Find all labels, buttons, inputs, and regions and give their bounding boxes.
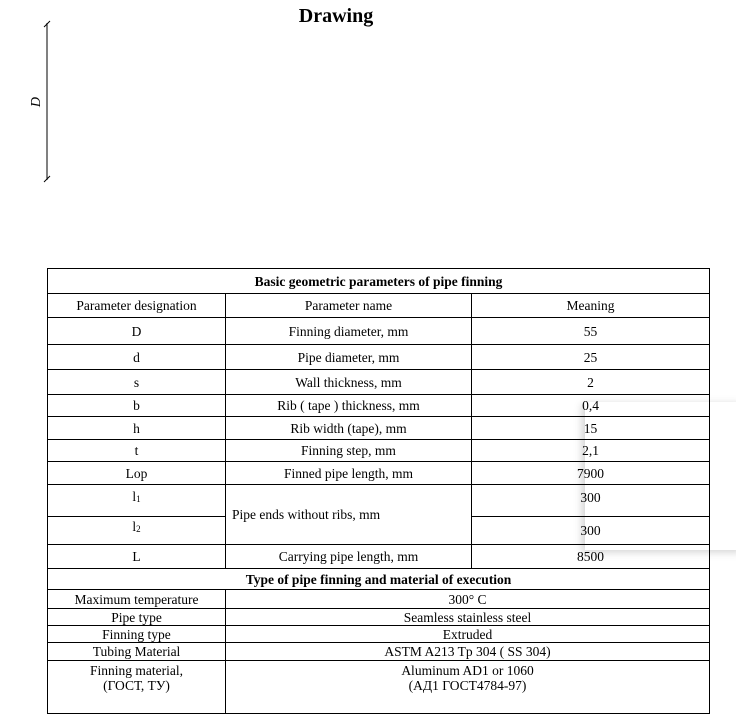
designation-cell: D	[48, 318, 226, 345]
dimension-label: D	[29, 96, 44, 108]
designation-cell-l1	[48, 485, 226, 517]
geometry-table-title: Basic geometric parameters of pipe finning	[48, 269, 710, 294]
designation-cell: L	[48, 545, 226, 569]
table-row	[48, 643, 710, 661]
parameters-table	[47, 268, 710, 714]
table-row	[48, 626, 710, 643]
finning-material-value-line2: (АД1 ГОСТ4784-97)	[408, 678, 527, 693]
material-label-cell: Pipe type	[48, 609, 226, 626]
designation-cell: s	[48, 370, 226, 395]
l1-base: l	[132, 488, 137, 504]
finning-material-label-line2: (ГОСТ, ТУ)	[103, 678, 170, 693]
l2-subscript: 2	[136, 523, 141, 534]
finning-material-label-line1: Finning material,	[90, 663, 183, 678]
name-cell: Wall thickness, mm	[226, 370, 472, 395]
designation-cell: h	[48, 417, 226, 440]
table-row	[48, 661, 710, 714]
table-row	[48, 545, 710, 569]
name-cell: Carrying pipe length, mm	[226, 545, 472, 569]
name-cell: Rib width (tape), mm	[226, 417, 472, 440]
header-name: Parameter name	[226, 294, 472, 318]
name-cell: Finning diameter, mm	[226, 318, 472, 345]
value-cell: 7900	[472, 462, 710, 485]
finning-material-value-line1: Aluminum AD1 or 1060	[401, 663, 534, 678]
material-label-cell: Tubing Material	[48, 643, 226, 661]
value-cell: 2,1	[472, 440, 710, 462]
material-label-cell: Finning type	[48, 626, 226, 643]
value-cell: 2	[472, 370, 710, 395]
value-cell-l2: 300	[472, 517, 710, 545]
l1-value: 300	[580, 490, 601, 505]
designation-cell: b	[48, 395, 226, 417]
name-cell: Pipe diameter, mm	[226, 345, 472, 370]
table-row	[48, 370, 710, 395]
value-cell-l1	[472, 485, 710, 517]
pipe-ends-name-cell: Pipe ends without ribs, mm	[226, 485, 472, 545]
table-row	[48, 440, 710, 462]
material-label-cell: Maximum temperature	[48, 590, 226, 609]
header-designation: Parameter designation	[48, 294, 226, 318]
table-row	[48, 345, 710, 370]
finning-material-label-cell	[48, 661, 226, 714]
table-row	[48, 318, 710, 345]
designation-cell: t	[48, 440, 226, 462]
l2-base: l	[132, 518, 137, 534]
value-cell: 8500	[472, 545, 710, 569]
table-row	[48, 590, 710, 609]
material-value-cell: ASTM A213 Tp 304 ( SS 304)	[226, 643, 710, 661]
material-value-cell: Seamless stainless steel	[226, 609, 710, 626]
value-cell: 15	[472, 417, 710, 440]
page-title: Drawing	[298, 5, 374, 27]
value-cell: 55	[472, 318, 710, 345]
l1-subscript: 1	[136, 493, 141, 504]
material-table-title: Type of pipe finning and material of execution	[48, 569, 710, 590]
table-row	[48, 395, 710, 417]
designation-cell-l2	[48, 517, 226, 545]
header-meaning: Meaning	[472, 294, 710, 318]
table-row	[48, 485, 710, 517]
designation-cell: d	[48, 345, 226, 370]
material-value-cell: 300° C	[226, 590, 710, 609]
name-cell: Rib ( tape ) thickness, mm	[226, 395, 472, 417]
value-cell: 0,4	[472, 395, 710, 417]
dimension-drawing	[24, 18, 64, 188]
finning-material-value-cell	[226, 661, 710, 714]
designation-cell: Lop	[48, 462, 226, 485]
value-cell: 25	[472, 345, 710, 370]
name-cell: Finning step, mm	[226, 440, 472, 462]
header-row	[48, 294, 710, 318]
table-row	[48, 417, 710, 440]
material-value-cell: Extruded	[226, 626, 710, 643]
name-cell: Finned pipe length, mm	[226, 462, 472, 485]
table-row	[48, 462, 710, 485]
table-row	[48, 609, 710, 626]
